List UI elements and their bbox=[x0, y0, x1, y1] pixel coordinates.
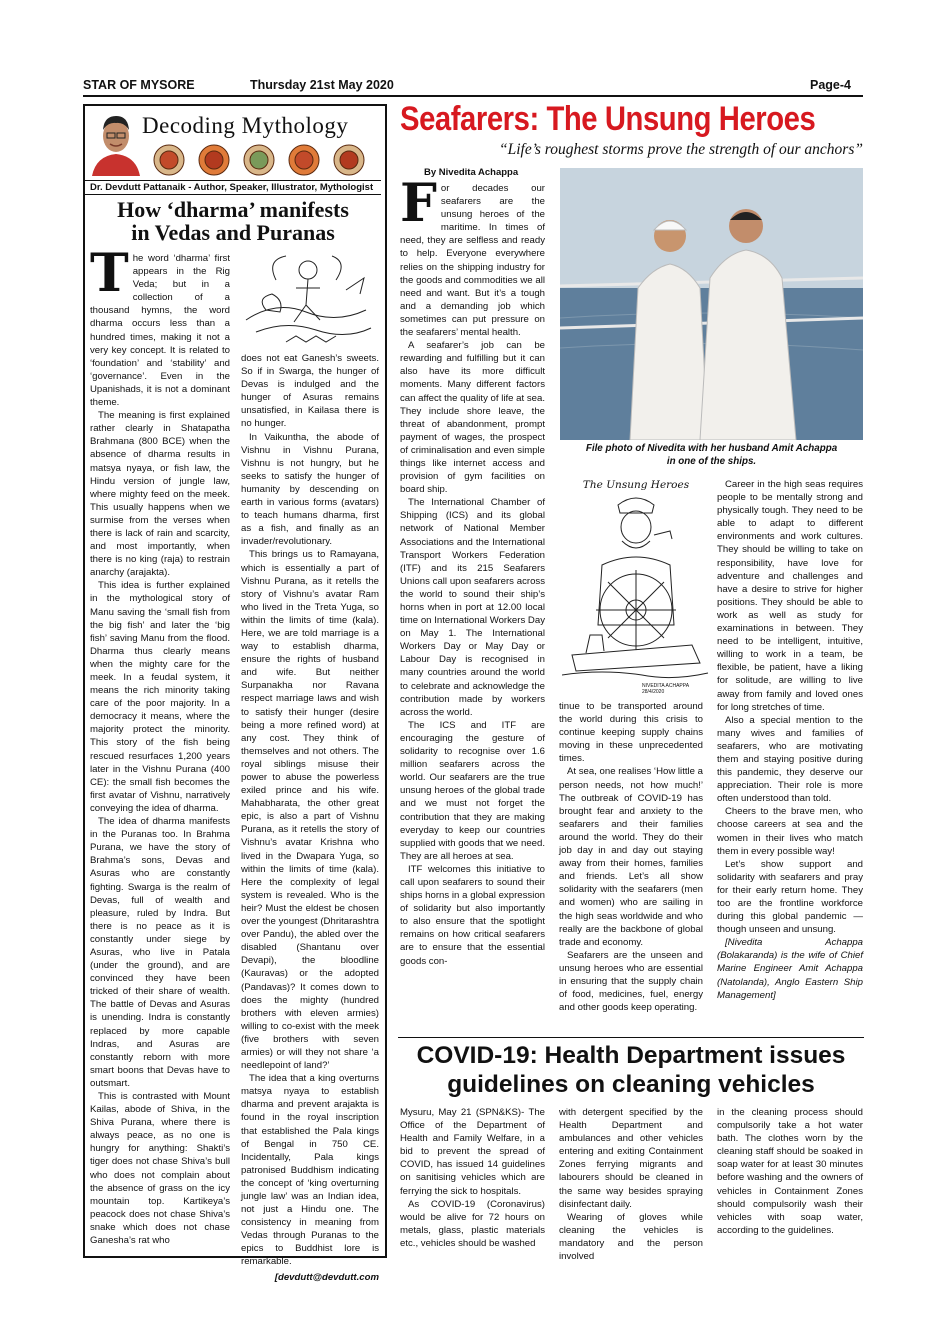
paragraph: The International Chamber of Shipping (ICS) and its global network of National Member Associations and the International Transport Workers Federation (ITF) and its 215 Seafarers Unions call upon seafarers across the world to sound their ship’s horns when in port at 12.00 local time on International Workers Day on May 1. The International Workers Day or May Day or Labour Day is recognised in many countries around the world to celebrate and acknowledge the contribution made by workers across the world. bbox=[400, 497, 545, 718]
page-number: Page-4 bbox=[810, 78, 851, 92]
column-title: Decoding Mythology bbox=[142, 113, 349, 138]
seafarers-dropcap: F bbox=[400, 173, 437, 234]
covid-headline bbox=[398, 1041, 864, 1099]
mythology-headline-line2: in Vedas and Puranas bbox=[131, 220, 335, 245]
issue-date: Thursday 21st May 2020 bbox=[250, 78, 394, 92]
author-bio: [Nivedita Achappa (Bolakaranda) is the wife of Chief Marine Engineer Amit Achappa (Natolanda), Anglo Eastern Ship Management] bbox=[717, 937, 863, 1001]
mythology-column-1 bbox=[90, 243, 230, 1247]
paragraph: with detergent specified by the Health Department and ambulances and other vehicles entering and exiting Containment Zones ferrying migrants and labourers should be cleaned in the same way besides spraying disinfectant daily. bbox=[559, 1107, 703, 1210]
seafarers-column-1 bbox=[400, 173, 545, 968]
paragraph: Also a special mention to the many wives and families of seafarers, who are motivating them and staying positive during this pandemic, they deserve our appreciation. Their role is more often understood than told. bbox=[717, 714, 863, 805]
paragraph: The idea of dharma manifests in the Puranas too. In Brahma Purana, we have the story of Brahma’s sons, Devas and Asuras who are constantly fighting. Swarga is the realm of Devas, full of wealth and pleasure, ruled by Indra. But there is no peace as it is constantly under siege by Asuras, who live in Patala (under the ground), and are convinced they have been tricked of their share of wealth. The battle of Devas and Asuras is unending. Indra is constantly replaced by more capable Indras, and Asuras are constantly reborn with more smart boons that Devas have to outsmart. bbox=[90, 816, 230, 1089]
paragraph: Seafarers are the unseen and unsung heroes who are essential in ensuring that the supply chain of food, medicines, fuel, energy and other goods keep operating. bbox=[559, 949, 703, 1014]
paragraph: In Vaikuntha, the abode of Vishnu in Vishnu Purana, Vishnu is not hungry, but he seeks to satisfy the hunger of humanity by descending on earth in various forms (avatars) to teach humans dharma, first as a fish, and finally as an invader/revolutionary. bbox=[241, 431, 379, 548]
covid-column-3 bbox=[717, 1106, 863, 1237]
seafarers-headline: Seafarers: The Unsung Heroes bbox=[400, 100, 816, 138]
seafarers-photo bbox=[560, 168, 863, 440]
paragraph: or decades our seafarers are the unsung heroes of the maritime. In times of need, they are selfless and ready to help. Everyone everywhere relies on the shipping industry for the goods and commodities we all need and want. But it’s a tough and a demanding job which sometimes can put pressure on the seafarers’ mental health. bbox=[400, 183, 545, 339]
mythology-mask-icons bbox=[152, 142, 367, 178]
seafarers-column-3 bbox=[717, 478, 863, 1002]
paper-name: STAR OF MYSORE bbox=[83, 78, 195, 92]
mythology-column-2 bbox=[241, 352, 379, 1284]
paragraph: in the cleaning process should compulsorily take a hot water bath. The clothes worn by the cleaning staff should be soaked in soap water for at least 30 minutes before washing and the owners of vehicles in Containment Zones should compulsorily wash their vehicles with soap water, according to the guidelines. bbox=[717, 1107, 863, 1236]
paragraph: Wearing of gloves while cleaning the vehicles is mandatory and the person involved bbox=[559, 1211, 703, 1263]
covid-headline-line2: guidelines on cleaning vehicles bbox=[447, 1071, 815, 1098]
vishnu-sketch-illustration bbox=[236, 250, 381, 350]
sketch-title: The Unsung Heroes bbox=[582, 479, 690, 491]
paragraph: The meaning is first explained rather clearly in Shatapatha Brahmana (800 BCE) when the absence of dharma results in matsya nyaya, or fish law, the Hindu version of jungle law, where mighty feed on the meek. This usually happens when we surmise from the verses when there is lack of rain and scarcity, and most importantly, when there is no king (raja) to restrain anarchy (arajakta). bbox=[90, 410, 230, 579]
paragraph: ITF welcomes this initiative to call upon seafarers to sound their ships horns in a global expression of solidarity but also importantly to also ensure that the spotlight remains on how critical seafarers are to ensure that the essential goods con- bbox=[400, 863, 545, 967]
paragraph: tinue to be transported around the world during this crisis to continue keeping supply chains moving in these unprecedented times. bbox=[559, 701, 703, 765]
mythology-headline-line1: How ‘dharma’ manifests bbox=[117, 197, 349, 222]
author-byline: Dr. Devdutt Pattanaik - Author, Speaker, Illustrator, Mythologist bbox=[90, 182, 374, 193]
seafarers-byline: By Nivedita Achappa bbox=[424, 167, 519, 178]
paragraph: The idea that a king overturns matsya nyaya to establish dharma and prevent arajakta is found in the royal inscription that established the Pala kings of Bengal in 750 CE. Incidentally, Pala kings patronised Buddhism indicating the concept of ‘king overturning jungle law’ was an Indian idea, not just a Hindu one. The consistency in meaning from Vedas through Puranas to the epics to Buddhist lore is remarkable. bbox=[241, 1073, 379, 1268]
photo-caption bbox=[560, 442, 863, 468]
header-rule bbox=[83, 95, 863, 97]
paragraph: The ICS and ITF are encouraging the gesture of solidarity to recognise over 1.6 million seafarers across the world. Our seafarers are the true unsung heroes of the global trade and we must not forget the contribution that they are making everyday to keep our countries supplied with goods that we need. They are all heroes at sea. bbox=[400, 719, 545, 862]
sketch-signature: NIVEDITA ACHAPPA 28/4/2020 bbox=[642, 683, 689, 695]
paragraph: he word ‘dharma’ first appears in the Rig Veda; but in a collection of a thousand hymns, the word dharma occurs less than a hundred times, making it not a very key concept. It is related to ‘foundation’ and ‘stability’ and ‘governance’. Even in the Upanishads, it is not a dominant theme. bbox=[90, 253, 230, 409]
covid-headline-line1: COVID-19: Health Department issues bbox=[416, 1042, 846, 1069]
paragraph: Career in the high seas requires people to be mentally strong and physically tough. They need to be able to adapt to different environments and work cultures. They should be willing to take on responsibility, have love for adventure and challenges and have a desire to strive for higher positions. They should be able to work as well as study for examinations in between. They need to be intelligent, intuitive, willing to work in a team, be flexible, be patient, have a liking for solitude, are willing to live away from family and loved ones for long stretches of time. bbox=[717, 479, 863, 713]
paragraph: As COVID-19 (Coronavirus) would be alive for 72 hours on metals, glass, plastic materials etc., vehicles should be washed bbox=[400, 1198, 545, 1249]
paragraph: This brings us to Ramayana, which is essentially a part of Vishnu Purana, as it retells the story of Vishnu’s avatar Ram who lived in the Treta Yuga, so within the limits of time (kala). Here, we are told marriage is a way to establish dharma, ensure the rights of husband and wife. But neither Surpanakha nor Ravana respect marriage laws and wish to satisfy their hunger (desire being a more refined word) at any cost. They think of themselves and not others. The royal siblings misuse their power to abuse the powerless exiled prince and his wife. Mahabharata, the other great epic, is also a part of Vishnu Purana, as it retells the story of Vishnu’s avatar Krishna who lived in the Dwapara Yuga, so within the limits of time (kala). Here the complexity of legal system is revealed. Who is the heir? Must the eldest be chosen over the youngest (Dhritarashtra over Pandu), the abled over the disabled (Shantanu over Devapi), the bloodline (Kauravas) or the adopted (Pandavas)? It comes down to does the mighty (hundred brothers with eleven armies) willing to co-exist with the meek (five brothers with seven armies) or will they not share ‘a needlepoint of land?’ bbox=[241, 549, 379, 1072]
mythology-dropcap: T bbox=[90, 243, 129, 304]
photo-caption-line1: File photo of Nivedita with her husband Amit Achappa bbox=[585, 443, 838, 454]
paragraph: Cheers to the brave men, who choose careers at sea and the women in their lives who match them in every possible way! bbox=[717, 806, 863, 857]
author-avatar bbox=[90, 108, 142, 176]
paragraph: This idea is further explained in the mythological story of Manu saving the ‘small fish from the big fish’ and later the ‘big fish’ saving Manu from the flood. Dharma thus clearly means when the mighty care for the meek. In a feudal system, it means the rich minority taking care of the poor majority. In a democracy it means, where the majority protect the minority. This story of the fish being rescued resurfaces 1,200 years later in the Vishnu Purana (400 CE): the small fish becomes the first avatar of Vishnu, narratively conveying the idea of dharma. bbox=[90, 580, 230, 814]
seafarers-column-2 bbox=[559, 700, 703, 1014]
paragraph: does not eat Ganesh’s sweets. So if in Swarga, the hunger of Devas is indulged and the hunger of Asuras remains unsatisfied, in Kailasa there is no hunger. bbox=[241, 353, 379, 430]
mythology-headline bbox=[88, 198, 378, 244]
covid-column-1 bbox=[400, 1106, 545, 1250]
unsung-heroes-sketch bbox=[562, 475, 710, 700]
photo-caption-line2: in one of the ships. bbox=[666, 456, 757, 467]
seafarers-subheadline: “Life’s roughest storms prove the strength of our anchors” bbox=[499, 141, 863, 158]
author-email: [devdutt@devdutt.com bbox=[274, 1271, 379, 1283]
covid-column-2 bbox=[559, 1106, 703, 1263]
paragraph: At sea, one realises ‘How little a person needs, not how much!’ The outbreak of COVID-19 has brought fear and anxiety to the seafarers and their families around the world. They do their job day in and day out staying away from their homes, families and friends. Let’s all show solidarity with the seafarers (men and women) who are sailing in the high seas worldwide and who really are the backbone of global trade and economy. bbox=[559, 766, 703, 948]
paragraph: Mysuru, May 21 (SPN&KS)- The Office of the Department of Health and Family Welfare, in a bid to prevent the spread of COVID, has issued 14 guidelines on sanitising vehicles which are ferrying the sick to hospitals. bbox=[400, 1107, 545, 1197]
paragraph: This is contrasted with Mount Kailas, abode of Shiva, in the Shiva Purana, where there is always peace, as no one is hungry for anything: Shakti’s tiger does not chase Shiva’s bull who does not complain about the absence of grass on the icy mountain top. Kartikeya’s peacock does not chase Shiva’s snake which does not chase Ganesha’s rat who bbox=[90, 1091, 230, 1247]
paragraph: Let’s show support and solidarity with seafarers and pray for their early return home. They too are the frontline workforce during this global pandemic — though unseen and unsung. bbox=[717, 858, 863, 936]
paragraph: A seafarer’s job can be rewarding and fulfilling but it can also have its more difficult moments. Many different factors can affect the quality of life at sea. They include shore leave, the threat of abandonment, prompt payment of wages, the prospect of criminalisation and even simple things like internet access and provision of gym facilities on board ship. bbox=[400, 340, 545, 496]
